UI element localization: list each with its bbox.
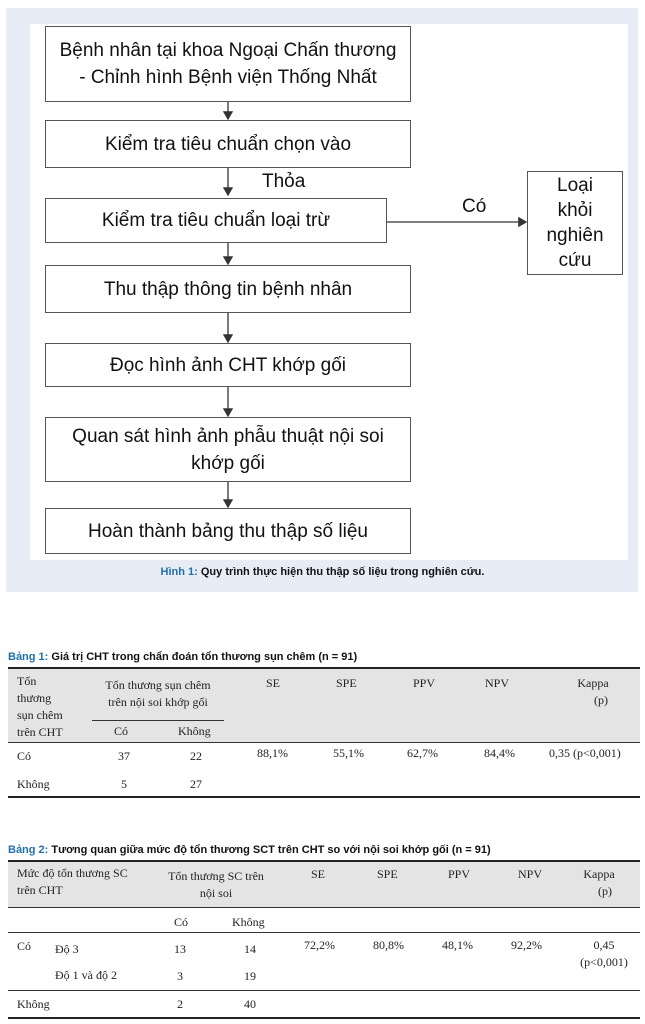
excluded-line4: cứu	[558, 250, 592, 271]
step-patients-line1: Bệnh nhân tại khoa Ngoại Chấn thương	[59, 40, 397, 61]
table2-rowhead-2: trên CHT	[17, 883, 63, 897]
table2-npv: 92,2%	[511, 938, 542, 952]
table2-row-khong-khong: 40	[244, 997, 256, 1011]
step-complete-label: Hoàn thành bảng thu thập số liệu	[88, 520, 368, 542]
table1-top-rule	[8, 667, 640, 669]
table2-group-line2: nội soi	[199, 886, 233, 900]
step-patients-line2: - Chỉnh hình Bệnh viện Thống Nhất	[79, 67, 377, 88]
table1-row2-label: Không	[17, 777, 50, 791]
table2-group-header	[158, 868, 274, 902]
table1-group-line2: trên nội soi khớp gối	[108, 695, 208, 709]
table1-number: Bảng 1:	[8, 651, 49, 663]
table2-row-co-label: Có	[17, 939, 32, 953]
excluded-line1: Loại	[557, 175, 593, 196]
table1-rowhead-4: trên CHT	[17, 725, 63, 739]
step-complete	[45, 508, 411, 554]
table1-row1-co: 37	[118, 749, 130, 763]
table2-row-khong-co: 2	[177, 997, 183, 1011]
table1-rowhead	[17, 673, 63, 741]
step-arthroscopy	[45, 417, 411, 482]
box-excluded	[527, 171, 623, 275]
step-read-mri-label: Đọc hình ảnh CHT khớp gối	[109, 354, 346, 376]
table1-row1-khong: 22	[190, 749, 202, 763]
table2-sub1-label: Độ 3	[55, 942, 79, 956]
table2-sub1-khong: 14	[244, 942, 256, 956]
table2-col-se: SE	[311, 867, 326, 881]
table1-row2-khong: 27	[190, 777, 202, 791]
table2-kappa	[570, 937, 638, 971]
table2-title-text: Tương quan giữa mức độ tổn thương SCT trên CHT so với nội soi khớp gối (n = 91)	[48, 844, 491, 856]
table2-header-rule	[8, 907, 640, 908]
table2-rowhead-1: Mức độ tổn thương SC	[17, 866, 128, 880]
step-exclusion	[45, 198, 387, 243]
table1-row1-npv: 84,4%	[484, 746, 515, 760]
table1-header-rule	[8, 742, 640, 743]
table1-row1-se: 88,1%	[257, 746, 288, 760]
label-pass: Thỏa	[262, 171, 306, 192]
table1-row2-co: 5	[121, 777, 127, 791]
table1	[8, 667, 640, 797]
table2-sub1-co: 13	[174, 942, 186, 956]
step-exclusion-label: Kiểm tra tiêu chuẩn loại trừ	[101, 210, 331, 231]
table2-bottom-rule	[8, 1017, 640, 1019]
table2-row-khong-label: Không	[17, 997, 50, 1011]
table2-col-kappa-label: Kappa	[583, 867, 615, 881]
figure-caption	[0, 566, 645, 578]
table2-col-npv: NPV	[518, 867, 543, 881]
table2-ppv: 48,1%	[442, 938, 473, 952]
table2-sub-rule	[8, 932, 640, 933]
step-read-mri	[45, 343, 411, 387]
table2	[8, 860, 640, 1018]
table2-col-kappa-p: (p)	[598, 884, 612, 898]
step-collect-info	[45, 265, 411, 313]
step-inclusion-label: Kiểm tra tiêu chuẩn chọn vào	[104, 133, 352, 155]
table1-group-header	[94, 677, 222, 711]
step-patients	[45, 26, 411, 102]
table1-col-spe: SPE	[336, 676, 357, 690]
table1-bottom-rule	[8, 796, 640, 798]
table1-title	[8, 651, 357, 663]
table1-col-ppv: PPV	[413, 676, 436, 690]
table2-number: Bảng 2:	[8, 844, 49, 856]
step-inclusion	[45, 120, 411, 168]
table2-col-khong: Không	[232, 915, 265, 929]
flowchart	[30, 24, 628, 560]
table2-col-ppv: PPV	[448, 867, 471, 881]
table2-kappa-p: (p<0,001)	[580, 955, 628, 969]
table2-col-kappa	[564, 866, 634, 900]
table1-rowhead-2: thương	[17, 691, 52, 705]
table2-se: 72,2%	[304, 938, 335, 952]
table1-row1-ppv: 62,7%	[407, 746, 438, 760]
step-collect-info-label: Thu thập thông tin bệnh nhân	[103, 278, 353, 300]
step-arthroscopy-line1: Quan sát hình ảnh phẫu thuật nội soi	[72, 425, 384, 447]
table2-group-line1: Tổn thương SC trên	[168, 869, 264, 883]
table2-sub2-label: Độ 1 và độ 2	[55, 968, 117, 982]
table2-col-co: Có	[174, 915, 189, 929]
figure-panel	[6, 8, 638, 592]
table1-group-line1: Tổn thương sụn chêm	[105, 678, 211, 692]
table1-row1-kappa: 0,35 (p<0,001)	[549, 746, 621, 760]
table2-title	[8, 844, 491, 856]
figure-caption-text: Quy trình thực hiện thu thập số liệu trong nghiên cứu.	[197, 566, 485, 578]
table1-col-khong: Không	[178, 724, 211, 738]
excluded-line3: nghiên	[546, 225, 604, 246]
table2-kappa-value: 0,45	[593, 938, 615, 952]
table1-col-co: Có	[114, 724, 129, 738]
table2-sub2-khong: 19	[244, 969, 256, 983]
table1-col-npv: NPV	[485, 676, 510, 690]
figure-number: Hình 1:	[160, 566, 198, 578]
table1-row1-label: Có	[17, 749, 32, 763]
table2-rowhead	[17, 865, 128, 899]
table1-col-kappa-p: (p)	[594, 693, 608, 707]
table2-group-rule	[8, 990, 640, 991]
table1-mid-rule	[92, 720, 224, 721]
excluded-line2: khỏi	[557, 200, 593, 221]
table1-row1-spe: 55,1%	[333, 746, 364, 760]
table1-col-se: SE	[266, 676, 281, 690]
label-yes: Có	[462, 196, 487, 217]
table1-col-kappa	[553, 675, 633, 709]
table2-sub2-co: 3	[177, 969, 183, 983]
table1-title-text: Giá trị CHT trong chẩn đoán tổn thương sụn chêm (n = 91)	[48, 651, 358, 663]
table2-col-spe: SPE	[377, 867, 398, 881]
table1-rowhead-1: Tổn	[17, 674, 37, 688]
table1-col-kappa-label: Kappa	[577, 676, 609, 690]
table2-top-rule	[8, 860, 640, 862]
table2-spe: 80,8%	[373, 938, 404, 952]
table1-rowhead-3: sụn chêm	[17, 708, 63, 722]
step-arthroscopy-line2: khớp gối	[191, 452, 265, 474]
